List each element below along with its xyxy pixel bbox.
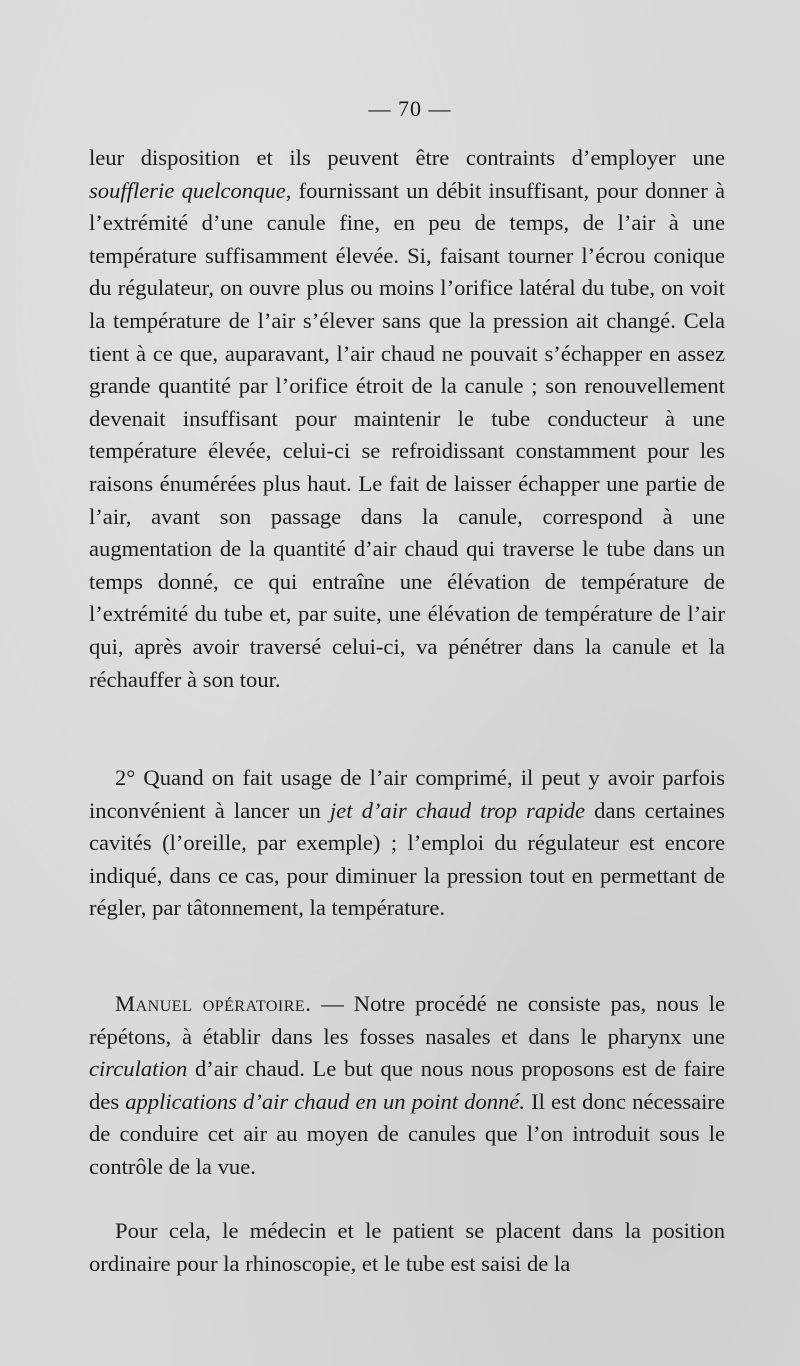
paragraph-2-text-a: 2° Quand on fait usage de l’air comprimé, il peut y avoir parfois inconvénient à lancer un bbox=[89, 765, 725, 823]
paragraph-1-text-b: fournissant un débit insuffisant, pour donner à l’extrémité d’une canule fine, en peu de temps, de l’air à une température suffisamment élevée. Si, faisant tourner l’écrou conique du régulateur, on ouvre plus ou moins l’orifice latéral du tube, on voit la température de l’air s’élever sans que la pression ait changé. Cela tient à ce que, auparavant, l’air chaud ne pouvait s’échapper en assez grande quantité par l’orifice étroit de la canule ; son renouvellement devenait insuffisant pour maintenir le tube conducteur à une température élevée, celui-ci se refroidissant constamment pour les raisons énumérées plus haut. Le fait de laisser échapper une partie de l’air, avant son passage dans la canule, correspond à une augmentation de la quantité d’air chaud qui traverse le tube dans un temps donné, ce qui entraîne une élévation de température de l’extrémité du tube et, par suite, une élévation de température de l’air qui, après avoir traversé celui-ci, va pénétrer dans la canule et la réchauffer à son tour. bbox=[89, 177, 725, 692]
paragraph-1-text-a: leur disposition et ils peuvent être contraints d’employer une bbox=[89, 145, 725, 170]
paragraph-3-text-b: d’air chaud. Le but que nous nous proposons est de faire des bbox=[89, 1056, 725, 1114]
section-heading: Manuel opératoire. bbox=[115, 991, 312, 1016]
page-number: — 70 — bbox=[368, 96, 452, 121]
paragraph-3-text-c: Il est donc nécessaire de conduire cet air au moyen de canules que l’on introduit sous le contrôle de la vue. bbox=[89, 1088, 725, 1179]
paragraph-1-italic: soufflerie quelconque, bbox=[89, 177, 292, 203]
paragraph-4 bbox=[89, 1215, 725, 1280]
paragraph-1 bbox=[89, 142, 725, 696]
paragraph-2-italic: jet d’air chaud trop rapide bbox=[329, 797, 586, 823]
paragraph-3-text-a: — Notre procédé ne consiste pas, nous le répétons, à établir dans les fosses nasales et dans le pharynx une bbox=[89, 991, 726, 1049]
paragraph-2 bbox=[89, 762, 725, 925]
paragraph-3-italic-b: applications d’air chaud en un point donné. bbox=[125, 1088, 526, 1114]
paragraph-3-italic-a: circulation bbox=[89, 1056, 188, 1082]
paragraph-2-text-b: dans certaines cavités (l’oreille, par exemple) ; l’emploi du régulateur est encore indiqué, dans ce cas, pour diminuer la pression tout en permettant de régler, par tâtonnement, la température. bbox=[89, 797, 725, 921]
paragraph-3 bbox=[89, 988, 725, 1184]
paragraph-4-text: Pour cela, le médecin et le patient se placent dans la position ordinaire pour la rhinoscopie, et le tube est saisi de la bbox=[89, 1218, 725, 1276]
